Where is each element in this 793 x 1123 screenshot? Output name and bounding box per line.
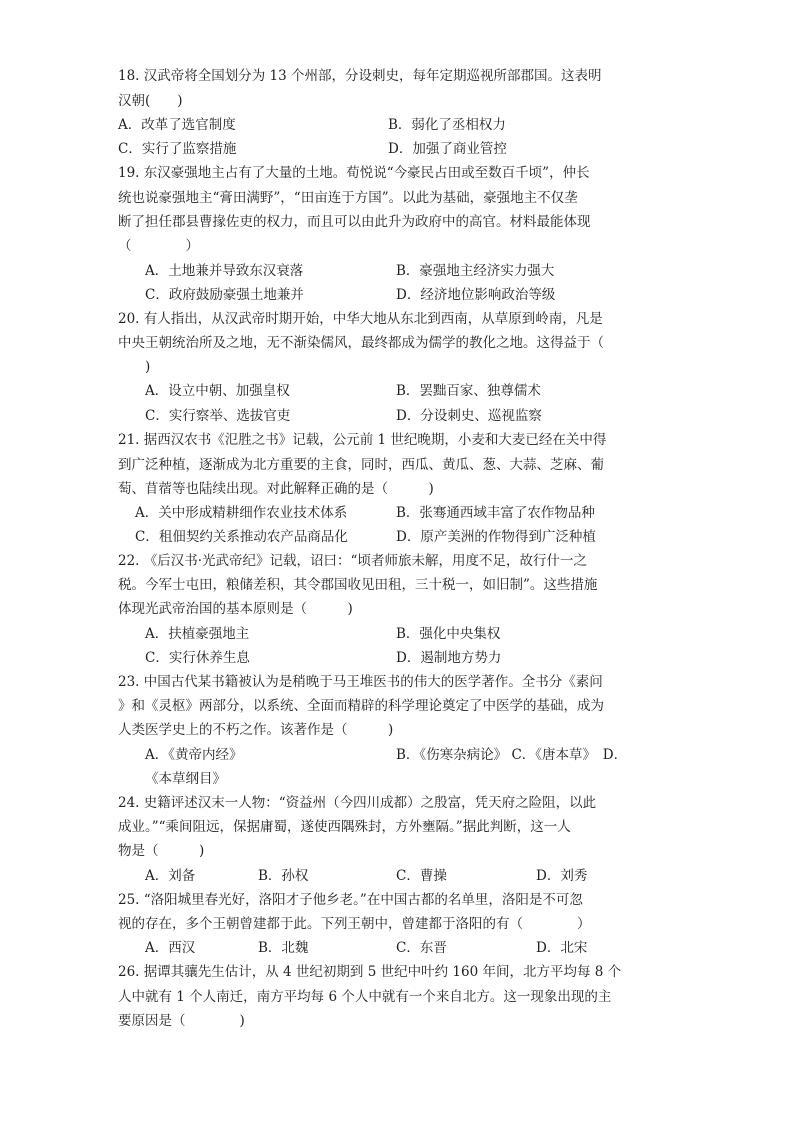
q21-option-b: B．张骞通西域丰富了农作物品种 bbox=[396, 505, 595, 521]
q20-option-a: A．设立中朝、加强皇权 bbox=[145, 383, 290, 399]
q21-option-d: D．原产美洲的作物得到广泛种植 bbox=[396, 529, 596, 545]
q22-stem-line-2: 税。今军士屯田，粮储差积，其令郡国收见田租，三十税一，如旧制”。这些措施 bbox=[118, 577, 598, 593]
q23-option-a: A．《黄帝内经》 bbox=[145, 747, 243, 763]
q19-stem-line-4: （ ） bbox=[118, 238, 199, 254]
q19-stem-line-2: 统也说豪强地主“膏田满野”，“田亩连于方国”。以此为基础，豪强地主不仅垄 bbox=[118, 190, 578, 206]
q23-stem-line-2: 》和《灵枢》两部分，以系统、全面而精辟的科学理论奠定了中医学的基础，成为 bbox=[118, 698, 604, 714]
q20-option-b: B．罢黜百家、独尊儒术 bbox=[396, 383, 541, 399]
q25-stem-line-2: 视的存在，多个王朝曾建都于此。下列王朝中，曾建都于洛阳的有（ ） bbox=[118, 916, 591, 932]
q24-stem-line-3: 物是（ ) bbox=[118, 843, 205, 859]
q19-option-a: A．土地兼并导致东汉衰落 bbox=[145, 263, 304, 279]
q25-stem-line-1: 25. “洛阳城里春光好，洛阳才子他乡老。”在中国古都的名单里，洛阳是不可忽 bbox=[118, 892, 583, 908]
q22-stem-line-1: 22. 《后汉书·光武帝纪》记载，诏曰：“顷者师旅未解，用度不足，故行什一之 bbox=[118, 553, 587, 569]
q23-option-bcd: B．《伤寒杂病论》 C．《唐本草》 D． bbox=[396, 747, 628, 763]
q20-stem-line-2: 中央王朝统治所及之地，无不渐染儒风，最终都成为儒学的教化之地。这得益于（ bbox=[118, 335, 604, 351]
q22-option-c: C．实行休养生息 bbox=[145, 650, 250, 666]
q23-stem-line-3: 人类医学史上的不朽之作。该著作是（ ) bbox=[118, 722, 394, 738]
q25-option-a: A．西汉 bbox=[145, 940, 196, 956]
q22-option-b: B．强化中央集权 bbox=[396, 626, 501, 642]
q24-option-a: A．刘备 bbox=[145, 868, 196, 884]
q22-stem-line-3: 体现光武帝治国的基本原则是（ ) bbox=[118, 601, 353, 617]
q26-stem-line-3: 要原因是（ ) bbox=[118, 1013, 245, 1029]
q18-option-b: B．弱化了丞相权力 bbox=[388, 117, 506, 133]
q19-option-b: B．豪强地主经济实力强大 bbox=[396, 263, 555, 279]
q21-option-a: A．关中形成精耕细作农业技术体系 bbox=[135, 505, 348, 521]
q21-stem-line-3: 萄、苜蓿等也陆续出现。对此解释正确的是（ ) bbox=[118, 481, 434, 497]
q18-stem-line-1: 18. 汉武帝将全国划分为 13 个州部，分设刺史，每年定期巡视所部郡国。这表明 bbox=[118, 68, 602, 84]
q23-option-d-cont: 《本草纲目》 bbox=[145, 771, 226, 787]
q19-option-c: C．政府鼓励豪强土地兼并 bbox=[145, 287, 304, 303]
q26-stem-line-1: 26. 据谭其骧先生估计，从 4 世纪初期到 5 世纪中叶约 160 年间，北方平均每 8 个 bbox=[118, 964, 622, 980]
q20-stem-line-1: 20. 有人指出，从汉武帝时期开始，中华大地从东北到西南，从草原到岭南，凡是 bbox=[118, 311, 603, 327]
q18-stem-line-2: 汉朝( ) bbox=[118, 93, 183, 109]
q25-option-b: B．北魏 bbox=[258, 940, 309, 956]
q18-option-a: A．改革了选官制度 bbox=[118, 117, 236, 133]
q24-option-c: C．曹操 bbox=[396, 868, 447, 884]
q21-stem-line-2: 到广泛种植，逐渐成为北方重要的主食，同时，西瓜、黄瓜、葱、大蒜、芝麻、葡 bbox=[118, 457, 604, 473]
q24-option-d: D．刘秀 bbox=[536, 868, 588, 884]
q23-stem-line-1: 23. 中国古代某书籍被认为是稍晚于马王堆医书的伟大的医学著作。全书分《素问 bbox=[118, 674, 603, 690]
q19-stem-line-1: 19. 东汉豪强地主占有了大量的土地。荀悦说“今豪民占田或至数百千顷”，仲长 bbox=[118, 165, 590, 181]
q22-option-d: D．遏制地方势力 bbox=[396, 650, 502, 666]
q19-option-d: D．经济地位影响政治等级 bbox=[396, 287, 556, 303]
q18-option-d: D．加强了商业管控 bbox=[388, 141, 507, 157]
q20-option-c: C．实行察举、选拔官吏 bbox=[145, 408, 291, 424]
q21-stem-line-1: 21. 据西汉农书《氾胜之书》记载，公元前 1 世纪晚期，小麦和大麦已经在关中得 bbox=[118, 432, 607, 448]
q19-stem-line-3: 断了担任郡县曹掾佐吏的权力，而且可以由此升为政府中的高官。材料最能体现 bbox=[118, 214, 591, 230]
q21-option-c: C．租佃契约关系推动农产品商品化 bbox=[135, 529, 348, 545]
q24-stem-line-2: 成业。”“乘间阻远，保据庸蜀，遂使西隅殊封，方外壅隔。”据此判断，这一人 bbox=[118, 819, 571, 835]
q25-option-c: C．东晋 bbox=[396, 940, 447, 956]
q24-stem-line-1: 24. 史籍评述汉末一人物：“资益州（今四川成都）之殷富，凭天府之险阻，以此 bbox=[118, 795, 597, 811]
q20-option-d: D．分设刺史、巡视监察 bbox=[396, 408, 542, 424]
q25-option-d: D．北宋 bbox=[536, 940, 588, 956]
q22-option-a: A．扶植豪强地主 bbox=[145, 626, 250, 642]
q26-stem-line-2: 人中就有 1 个人南迁，南方平均每 6 个人中就有一个来自北方。这一现象出现的主 bbox=[118, 989, 612, 1005]
q24-option-b: B．孙权 bbox=[258, 868, 309, 884]
q20-stem-line-3: ) bbox=[118, 359, 151, 375]
q18-option-c: C．实行了监察措施 bbox=[118, 141, 237, 157]
